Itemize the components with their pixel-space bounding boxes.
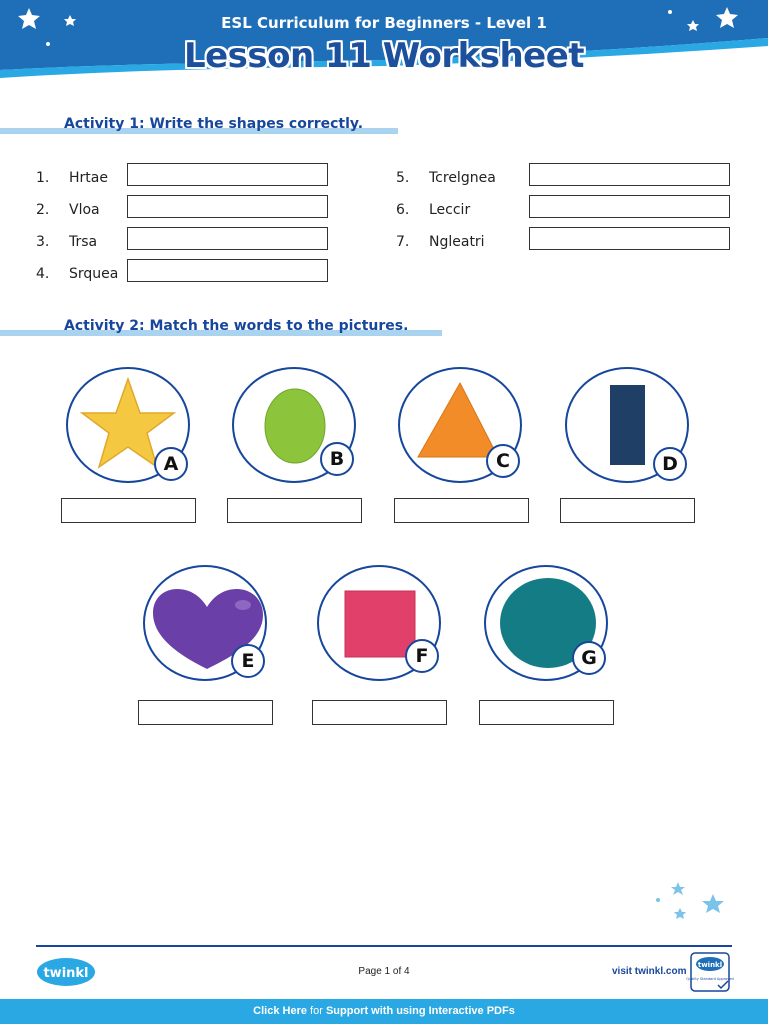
decorative-stars-icon <box>650 878 730 928</box>
page-header <box>0 0 768 90</box>
answer-field-6[interactable] <box>529 195 730 218</box>
curriculum-label: ESL Curriculum for Beginners - Level 1 <box>221 14 547 32</box>
question-number: 3. <box>36 234 50 250</box>
question-number: 4. <box>36 266 50 282</box>
scrambled-word: Ngleatri <box>429 234 485 250</box>
activity2-title: Activity 2: Match the words to the pictures. <box>64 318 409 334</box>
answer-box-b[interactable] <box>227 498 362 523</box>
answer-box-a[interactable] <box>61 498 196 523</box>
support-link-bar[interactable] <box>0 999 768 1024</box>
answer-box-d[interactable] <box>560 498 695 523</box>
answer-box-g[interactable] <box>479 700 614 725</box>
scrambled-word: Vloa <box>69 202 100 218</box>
badge-text: Quality Standard Approved <box>686 977 734 981</box>
answer-field-7[interactable] <box>529 227 730 250</box>
answer-field-2[interactable] <box>127 195 328 218</box>
answer-box-c[interactable] <box>394 498 529 523</box>
twinkl-logo-text: twinkl <box>43 966 89 981</box>
answer-field-5[interactable] <box>529 163 730 186</box>
question-number: 5. <box>396 170 410 186</box>
answer-field-1[interactable] <box>127 163 328 186</box>
badge-brand-text: twinkl <box>697 961 723 969</box>
letter-badge-c: C <box>486 444 520 478</box>
answer-box-e[interactable] <box>138 700 273 725</box>
answer-box-f[interactable] <box>312 700 447 725</box>
question-number: 6. <box>396 202 410 218</box>
letter-badge-f: F <box>405 639 439 673</box>
activity1-title: Activity 1: Write the shapes correctly. <box>64 116 364 132</box>
scrambled-word: Tcrelgnea <box>429 170 496 186</box>
scrambled-word: Hrtae <box>69 170 108 186</box>
visit-link[interactable]: visit twinkl.com <box>612 966 687 977</box>
page-number: Page 1 of 4 <box>358 966 410 977</box>
scrambled-word: Srquea <box>69 266 119 282</box>
question-number: 1. <box>36 170 50 186</box>
letter-badge-d: D <box>653 447 687 481</box>
scrambled-word: Trsa <box>69 234 98 250</box>
letter-badge-a: A <box>154 447 188 481</box>
click-here-link[interactable]: Click Here <box>253 1005 307 1017</box>
page-title: Lesson 11 Worksheet <box>183 36 585 76</box>
letter-badge-e: E <box>231 644 265 678</box>
support-link-text[interactable]: Support with using Interactive PDFs <box>325 1005 515 1017</box>
letter-badge-b: B <box>320 442 354 476</box>
quality-standard-badge <box>686 952 734 992</box>
letter-badge-g: G <box>572 641 606 675</box>
answer-field-4[interactable] <box>127 259 328 282</box>
question-number: 7. <box>396 234 410 250</box>
question-number: 2. <box>36 202 50 218</box>
scrambled-word: Leccir <box>429 202 471 218</box>
footer-divider <box>36 945 732 947</box>
answer-field-3[interactable] <box>127 227 328 250</box>
link-connector: for <box>310 1005 323 1017</box>
